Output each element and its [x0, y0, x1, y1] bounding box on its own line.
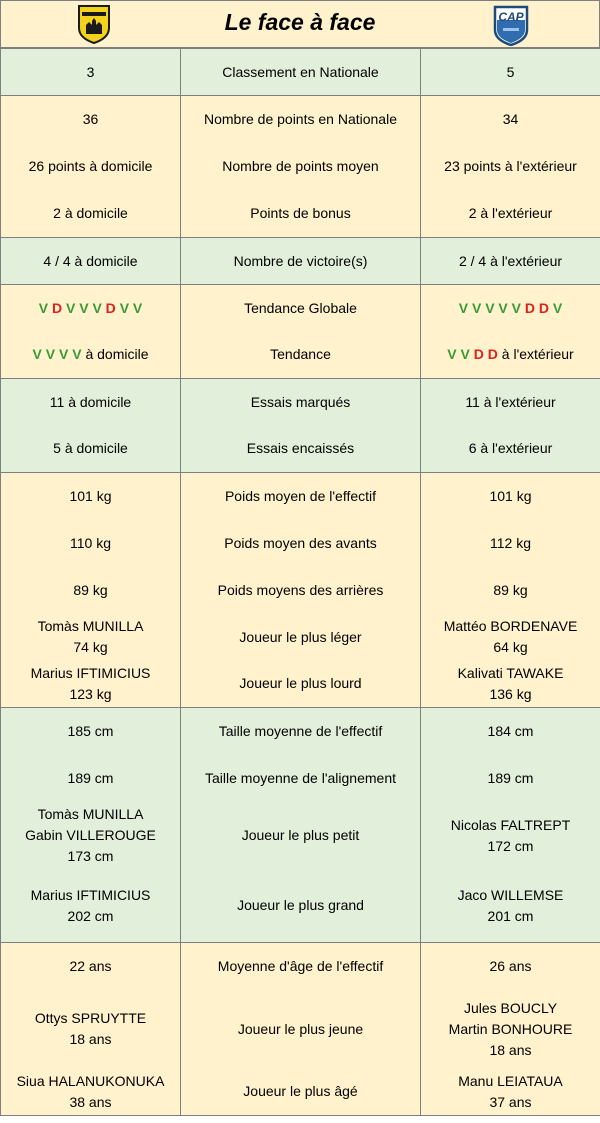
cell-line: 26 ans — [489, 957, 532, 974]
table-row — [1, 520, 600, 567]
cell-line: Nicolas FALTREPT — [450, 816, 571, 833]
cell-line: 201 cm — [487, 907, 534, 924]
right-team-cell — [421, 143, 600, 190]
win-marker: V — [58, 346, 69, 363]
win-marker: V — [552, 299, 563, 316]
cell-line: 2 / 4 à l'extérieur — [458, 252, 563, 269]
loss-marker: D — [487, 346, 498, 363]
win-marker: V — [132, 299, 143, 316]
left-team-cell — [1, 285, 181, 332]
left-team-cell — [1, 943, 181, 990]
table-row — [1, 990, 600, 1069]
table-row — [1, 614, 600, 661]
loss-marker: D — [473, 346, 484, 363]
win-marker: V — [485, 299, 495, 316]
comparison-table — [0, 48, 600, 1116]
left-team-cell — [1, 802, 181, 870]
loss-marker: D — [538, 299, 550, 316]
table-row — [1, 567, 600, 614]
stat-group — [1, 943, 600, 1116]
table-row — [1, 143, 600, 190]
left-team-cell — [1, 567, 181, 614]
cell-line: 5 — [506, 63, 515, 80]
loss-marker: D — [51, 299, 63, 316]
stat-label: Joueur le plus lourd — [181, 661, 421, 708]
table-row — [1, 943, 600, 990]
cell-line: Jules BOUCLY — [463, 999, 558, 1016]
right-team-cell — [421, 755, 600, 802]
cell-line: 189 cm — [67, 769, 114, 786]
cell-line: 110 kg — [70, 534, 111, 551]
cell-line: 172 cm — [487, 837, 534, 854]
cell-line: 36 — [82, 110, 99, 127]
cell-line: Siua HALANUKONUKA — [16, 1072, 165, 1089]
form-context: à l'extérieur — [501, 346, 574, 363]
cell-line: 18 ans — [489, 1041, 532, 1058]
page-title: Le face à face — [224, 9, 376, 35]
win-marker: V — [119, 299, 130, 316]
cell-line: Martin BONHOURE — [448, 1020, 573, 1037]
stat-label: Tendance Globale — [181, 285, 421, 332]
win-marker: V — [79, 299, 89, 316]
win-marker: V — [511, 299, 521, 316]
stat-label: Essais marqués — [181, 379, 421, 426]
stat-label: Joueur le plus petit — [181, 802, 421, 870]
left-team-cell — [1, 190, 181, 238]
table-row — [1, 96, 600, 143]
left-team-cell — [1, 473, 181, 520]
cell-line: Jaco WILLEMSE — [457, 886, 564, 903]
win-marker: V — [38, 299, 49, 316]
stat-group — [1, 473, 600, 708]
cell-line: 101 kg — [69, 487, 112, 504]
table-row — [1, 332, 600, 379]
cell-line: 74 kg — [73, 639, 108, 655]
win-marker: V — [471, 299, 482, 316]
left-team-cell — [1, 755, 181, 802]
table-row — [1, 379, 600, 426]
cap-logo-icon — [487, 4, 535, 46]
right-team-cell — [421, 332, 600, 379]
left-team-cell — [1, 49, 181, 96]
cell-line: 202 cm — [67, 907, 114, 924]
right-team-cell — [421, 802, 600, 870]
table-row — [1, 1069, 600, 1116]
right-team-cell — [421, 285, 600, 332]
cell-line: 23 points à l'extérieur — [444, 157, 577, 174]
table-row — [1, 49, 600, 96]
left-team-cell — [1, 661, 181, 708]
stat-label: Joueur le plus jeune — [181, 990, 421, 1069]
stat-group — [1, 238, 600, 285]
left-team-cell — [1, 426, 181, 473]
stat-label: Joueur le plus âgé — [181, 1069, 421, 1116]
stat-group — [1, 96, 600, 238]
cell-line: 5 à domicile — [53, 440, 128, 457]
win-marker: V — [498, 299, 508, 316]
stat-label: Points de bonus — [181, 190, 421, 238]
right-team-cell — [421, 49, 600, 96]
win-marker: V — [65, 299, 76, 316]
stat-label: Classement en Nationale — [181, 49, 421, 96]
left-team-cell — [1, 379, 181, 426]
cell-line: 185 cm — [67, 722, 114, 739]
left-team-cell — [1, 520, 181, 567]
stat-label: Nombre de points en Nationale — [181, 96, 421, 143]
right-team-cell — [421, 379, 600, 426]
table-row — [1, 285, 600, 332]
stat-label: Tendance — [181, 332, 421, 379]
right-team-cell — [421, 614, 600, 661]
cell-line: Ottys SPRUYTTE — [34, 1010, 147, 1026]
cell-line: 11 à l'extérieur — [465, 393, 556, 410]
stat-group — [1, 49, 600, 96]
win-marker: V — [458, 299, 469, 316]
loss-marker: D — [524, 299, 536, 316]
win-marker: V — [447, 346, 457, 363]
cell-line: Kalivati TAWAKE — [457, 664, 564, 681]
right-team-cell — [421, 943, 600, 990]
stat-label: Taille moyenne de l'effectif — [181, 708, 421, 755]
right-team-cell — [421, 238, 600, 285]
table-row — [1, 190, 600, 238]
table-row — [1, 755, 600, 802]
cell-line: 184 cm — [487, 722, 534, 739]
header-bar — [0, 0, 600, 48]
cell-line: 18 ans — [69, 1031, 112, 1047]
cell-line: 34 — [502, 110, 519, 127]
stat-label: Nombre de points moyen — [181, 143, 421, 190]
left-team-cell — [1, 708, 181, 755]
right-team-cell — [421, 708, 600, 755]
cell-line: 11 à domicile — [49, 393, 132, 410]
table-row — [1, 870, 600, 943]
cell-line: Tomàs MUNILLA — [37, 618, 144, 634]
right-team-cell — [421, 426, 600, 473]
svg-text:CAP: CAP — [498, 10, 524, 24]
stat-label: Poids moyens des arrières — [181, 567, 421, 614]
stat-label: Moyenne d'âge de l'effectif — [181, 943, 421, 990]
stat-group — [1, 708, 600, 943]
cell-line: 136 kg — [489, 685, 532, 702]
form-context: à domicile — [85, 346, 149, 363]
right-team-cell — [421, 96, 600, 143]
cell-line: 2 à domicile — [53, 204, 128, 221]
cell-line: Marius IFTIMICIUS — [30, 664, 151, 681]
left-team-cell — [1, 870, 181, 943]
cell-line: 89 kg — [493, 581, 528, 598]
cell-line: Manu LEIATAUA — [458, 1072, 563, 1089]
stat-group — [1, 379, 600, 473]
right-team-cell — [421, 1069, 600, 1116]
cell-line: 37 ans — [489, 1093, 532, 1110]
win-marker: V — [45, 346, 56, 363]
cell-line: 89 kg — [73, 581, 108, 598]
stat-label: Poids moyen des avants — [181, 520, 421, 567]
cell-line: 2 à l'extérieur — [468, 204, 553, 221]
cell-line: Tomàs MUNILLA — [37, 806, 144, 822]
right-team-cell — [421, 567, 600, 614]
stat-label: Essais encaissés — [181, 426, 421, 473]
right-team-cell — [421, 190, 600, 238]
win-marker: V — [72, 346, 82, 363]
table-row — [1, 661, 600, 708]
cell-line: 64 kg — [493, 639, 528, 655]
cell-line: 22 ans — [69, 957, 112, 974]
cell-line: 112 kg — [490, 534, 531, 551]
cell-line: Marius IFTIMICIUS — [30, 886, 151, 903]
stat-label: Nombre de victoire(s) — [181, 238, 421, 285]
cell-line: 189 cm — [487, 769, 534, 786]
win-marker: V — [460, 346, 470, 363]
left-team-cell — [1, 238, 181, 285]
left-team-cell — [1, 614, 181, 661]
win-marker: V — [92, 299, 102, 316]
cell-line: 4 / 4 à domicile — [43, 252, 138, 269]
cell-line: 101 kg — [489, 487, 532, 504]
loss-marker: D — [105, 299, 116, 316]
table-row — [1, 426, 600, 473]
left-team-cell — [1, 143, 181, 190]
stat-group — [1, 285, 600, 379]
left-team-cell — [1, 96, 181, 143]
table-row — [1, 802, 600, 870]
cell-line: 3 — [86, 63, 95, 80]
cell-line: 6 à l'extérieur — [468, 440, 553, 457]
right-team-cell — [421, 473, 600, 520]
table-row — [1, 238, 600, 285]
win-marker: V — [32, 346, 42, 363]
cell-line: Gabin VILLEROUGE — [25, 827, 156, 843]
stat-label: Joueur le plus léger — [181, 614, 421, 661]
stat-label: Joueur le plus grand — [181, 870, 421, 943]
left-team-cell — [1, 1069, 181, 1116]
right-team-cell — [421, 870, 600, 943]
right-team-cell — [421, 661, 600, 708]
cell-line: 26 points à domicile — [28, 157, 153, 174]
right-team-cell — [421, 520, 600, 567]
stat-label: Taille moyenne de l'alignement — [181, 755, 421, 802]
table-row — [1, 473, 600, 520]
cell-line: 123 kg — [69, 685, 112, 702]
right-team-cell — [421, 990, 600, 1069]
cell-line: 173 cm — [67, 848, 114, 864]
table-row — [1, 708, 600, 755]
left-team-cell — [1, 990, 181, 1069]
cell-line: 38 ans — [69, 1093, 112, 1110]
stat-label: Poids moyen de l'effectif — [181, 473, 421, 520]
cell-line: Mattéo BORDENAVE — [443, 618, 578, 634]
left-team-cell — [1, 332, 181, 379]
